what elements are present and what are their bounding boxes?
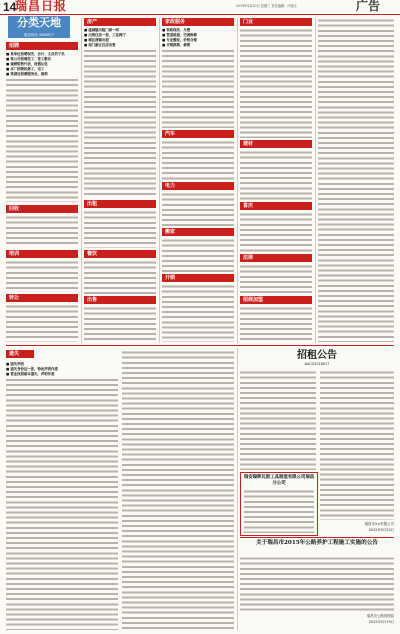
column-sale-body	[84, 306, 156, 342]
listing-line: ■ 湓城镇出租门面一间	[84, 28, 156, 33]
column-divider	[81, 18, 82, 343]
date-line: 2015年5月20日 星期三 责任编辑：卢晓文	[236, 4, 297, 8]
column-head-celebration: 喜庆	[240, 202, 312, 210]
column-dining-body	[84, 260, 156, 294]
company-title: 瑞安瑞晖瓦斯工具制造有限公司瑞昌分公司	[243, 475, 315, 486]
column-head-transfer: 转让	[6, 294, 78, 302]
column-head-power: 电力	[162, 182, 234, 190]
column-franchise-body	[240, 306, 312, 342]
tender-notice-title: 关于瑞昌市2015年公路养护工程施工实施的公告	[256, 540, 378, 546]
column-building-body	[240, 150, 312, 200]
listing-line: ■ 城区商铺出租	[84, 38, 156, 43]
column-car-body	[162, 140, 234, 180]
column-divider	[237, 348, 238, 630]
tender-notice-signature: 瑞昌市公路管理局	[366, 614, 394, 618]
recruit-notice-subtitle: AACG2016017	[304, 362, 330, 366]
column-head-lock: 开锁	[162, 274, 234, 282]
section-divider	[240, 537, 394, 538]
column-head-door: 门业	[240, 18, 312, 26]
column-property-body	[84, 28, 156, 196]
recruit-notice-date: 2015年5月20日	[368, 528, 394, 532]
column-head-recycle: 回收	[6, 205, 78, 213]
column-power-body	[162, 192, 234, 226]
company-body	[244, 489, 314, 533]
listing-line: ■ 遗失声明	[6, 362, 118, 367]
column-divider	[237, 18, 238, 343]
newspaper-brand: 瑞昌日报	[15, 0, 68, 13]
tender-notice-body	[240, 556, 394, 612]
column-head-home-service: 家政服务	[162, 18, 234, 26]
column-training-body	[6, 260, 78, 292]
column-celebration-body	[240, 212, 312, 252]
lost-notices-body-2	[122, 350, 234, 630]
column-head-moving: 搬家	[162, 228, 234, 236]
classified-title: 分类天地	[8, 16, 70, 33]
listing-line: ■ 开锁换锁、修锁	[162, 43, 234, 48]
column-rent-body	[84, 210, 156, 248]
column-lock-body	[162, 284, 234, 342]
classified-hotline: 服务热线 4589877	[8, 33, 70, 38]
listing-line: ■ 某公司招聘技工、普工数名	[6, 57, 78, 62]
company-box	[240, 472, 318, 536]
column-misc-body	[318, 18, 394, 342]
listing-line: ■ 出售住房一套，三室两厅	[84, 33, 156, 38]
column-head-law: 法律	[240, 254, 312, 262]
listing-line: ■ 遗失身份证一张，特此声明作废	[6, 367, 118, 372]
recruit-notice-title: 招租公告	[297, 350, 337, 361]
column-home-service-body	[162, 28, 234, 128]
column-head-building: 建材	[240, 140, 312, 148]
page-number: 14	[3, 0, 17, 14]
column-head-sale: 出售	[84, 296, 156, 304]
column-moving-body	[162, 238, 234, 272]
column-recycle-body	[6, 215, 78, 247]
listing-line: ■ 管道疏通、空调维修	[162, 33, 234, 38]
column-head-car: 汽车	[162, 130, 234, 138]
section-divider	[6, 345, 394, 346]
column-head-training: 培训	[6, 250, 78, 258]
column-divider	[315, 18, 316, 343]
listing-line: ■ 本厂招聘机修工、电工	[6, 67, 78, 72]
column-head-dining: 餐饮	[84, 250, 156, 258]
column-head-property: 房产	[84, 18, 156, 26]
column-head-lost: 遗失	[6, 350, 34, 358]
recruit-notice-body-right	[320, 370, 394, 520]
lost-notices-body	[6, 362, 118, 630]
page-header	[0, 0, 400, 14]
listing-line: ■ 诚聘销售代表，待遇从优	[6, 62, 78, 67]
column-door-body	[240, 28, 312, 138]
recruit-notice-body-left	[240, 370, 316, 470]
column-head-recruit: 招聘	[6, 42, 78, 50]
listing-line: ■ 某单位招聘保安，会计、文员若干名	[6, 52, 78, 57]
tender-notice-date: 2015年5月19日	[368, 620, 394, 624]
listing-line: ■ 专业搬家，价格合理	[162, 38, 234, 43]
recruit-notice-signature: 瑞昌市××有限公司	[364, 522, 394, 526]
listing-line: ■ 营业执照副本遗失，声明作废	[6, 372, 118, 377]
listing-line: ■ 某酒店招聘服务员、厨师	[6, 72, 78, 77]
column-head-rent: 出租	[84, 200, 156, 208]
header-rule	[0, 14, 400, 15]
column-head-franchise: 招商加盟	[240, 296, 312, 304]
section-title: 广告	[356, 0, 381, 13]
listing-line: ■ 南门新区住房出售	[84, 43, 156, 48]
column-recruit-body	[6, 52, 78, 202]
column-divider	[159, 18, 160, 343]
column-law-body	[240, 264, 312, 294]
listing-line: ■ 家政保洁、月嫂	[162, 28, 234, 33]
column-transfer-body	[6, 304, 78, 342]
